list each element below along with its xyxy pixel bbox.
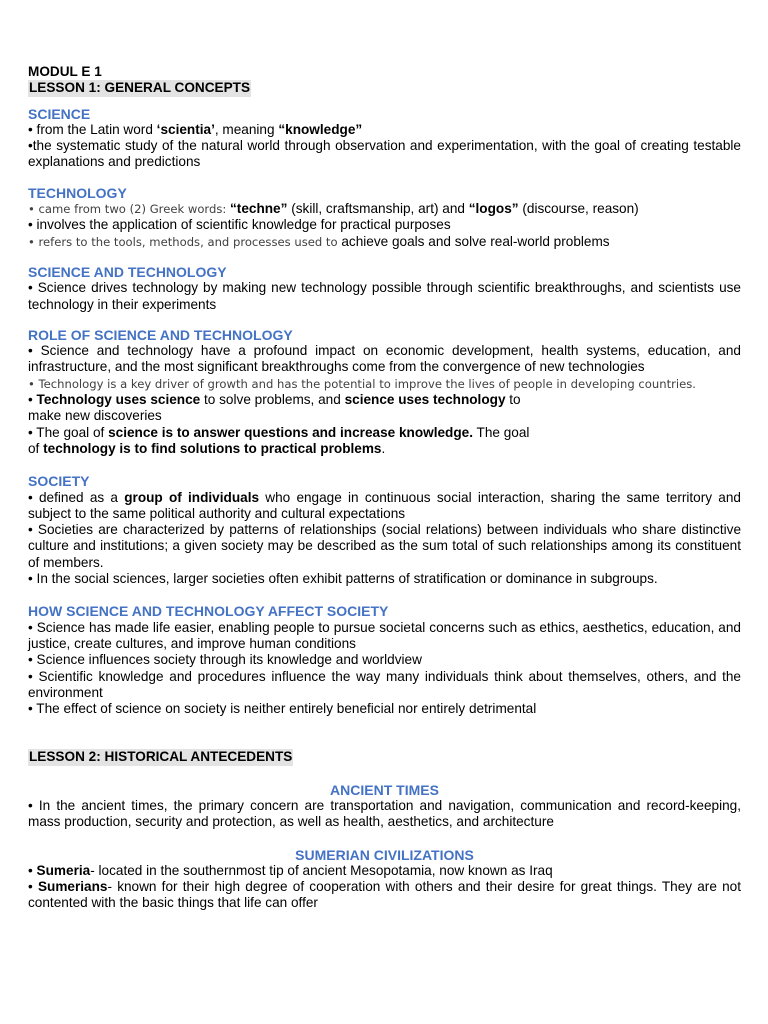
society-point-2: • Societies are characterized by patterns of relationships (social relations) between individuals who share distinctive culture and institutions; a given society may be described as the sum total of such relationships among its constituent of members.	[28, 522, 741, 570]
ancient-heading: ANCIENT TIMES	[330, 781, 439, 798]
ancient-point-1: • In the ancient times, the primary concern are transportation and navigation, communication and record-keeping, mass production, security and protection, as well as health, aesthetics, and architecture	[28, 797, 741, 830]
role-point-4-cont: of technology is to find solutions to practical problems.	[28, 440, 386, 456]
affect-point-2: • Science influences society through its knowledge and worldview	[28, 652, 422, 668]
sumerian-heading: SUMERIAN CIVILIZATIONS	[295, 846, 474, 863]
affect-point-3: • Scientific knowledge and procedures influence the way many individuals think about themselves, others, and the environment	[28, 668, 741, 700]
society-point-1: • defined as a group of individuals who engage in continuous social interaction, sharing the same territory and subject to the same political authority and cultural expectations	[28, 489, 741, 521]
role-point-3: • Technology uses science to solve problems, and science uses technology to	[28, 392, 521, 408]
science-heading: SCIENCE	[28, 105, 91, 122]
technology-point-3: • refers to the tools, methods, and processes used to achieve goals and solve real-world problems	[28, 233, 610, 249]
science-point-2: •the systematic study of the natural world through observation and experimentation, with the goal of creating testable explanations and predictions	[28, 138, 741, 170]
society-point-3: • In the social sciences, larger societies often exhibit patterns of stratification or dominance in subgroups.	[28, 571, 658, 587]
affect-heading: HOW SCIENCE AND TECHNOLOGY AFFECT SOCIETY	[28, 603, 389, 620]
technology-point-2: • involves the application of scientific knowledge for practical purposes	[28, 217, 451, 233]
lesson-2-title: LESSON 2: HISTORICAL ANTECEDENTS	[29, 749, 293, 765]
sumerian-point-2: • Sumerians- known for their high degree of cooperation with others and their desire for great things. They are not contented with the basic things that life can offer	[28, 879, 741, 911]
technology-heading: TECHNOLOGY	[28, 184, 127, 201]
affect-point-1: • Science has made life easier, enabling people to pursue societal concerns such as ethics, aesthetics, education, and justice, create cultures, and improve human conditions	[28, 619, 741, 651]
science-point-1: • from the Latin word ‘scientia’, meaning “knowledge”	[28, 121, 363, 137]
society-heading: SOCIETY	[28, 473, 90, 490]
role-heading: ROLE OF SCIENCE AND TECHNOLOGY	[28, 326, 293, 343]
role-point-4: • The goal of science is to answer questions and increase knowledge. The goal	[28, 424, 530, 440]
role-point-3-cont: make new discoveries	[28, 408, 162, 424]
sci-tech-heading: SCIENCE AND TECHNOLOGY	[28, 263, 227, 280]
role-point-2: • Technology is a key driver of growth and has the potential to improve the lives of people in developing countries.	[28, 376, 696, 391]
lesson-1-title: LESSON 1: GENERAL CONCEPTS	[29, 80, 251, 96]
affect-point-4: • The effect of science on society is neither entirely beneficial nor entirely detrimental	[28, 701, 537, 717]
role-point-1: • Science and technology have a profound impact on economic development, health systems, education, and infrastructure, and the most significant breakthroughs come from the convergence of new technologies	[28, 343, 741, 375]
sumerian-point-1: • Sumeria- located in the southernmost tip of ancient Mesopotamia, now known as Iraq	[28, 862, 553, 878]
module-label: MODUL E 1	[28, 64, 102, 79]
sci-tech-point-1: • Science drives technology by making new technology possible through scientific breakthroughs, and scientists use technology in their experiments	[28, 280, 741, 312]
technology-point-1: • came from two (2) Greek words: “techne” (skill, craftsmanship, art) and “logos” (discourse, reason)	[28, 201, 639, 217]
